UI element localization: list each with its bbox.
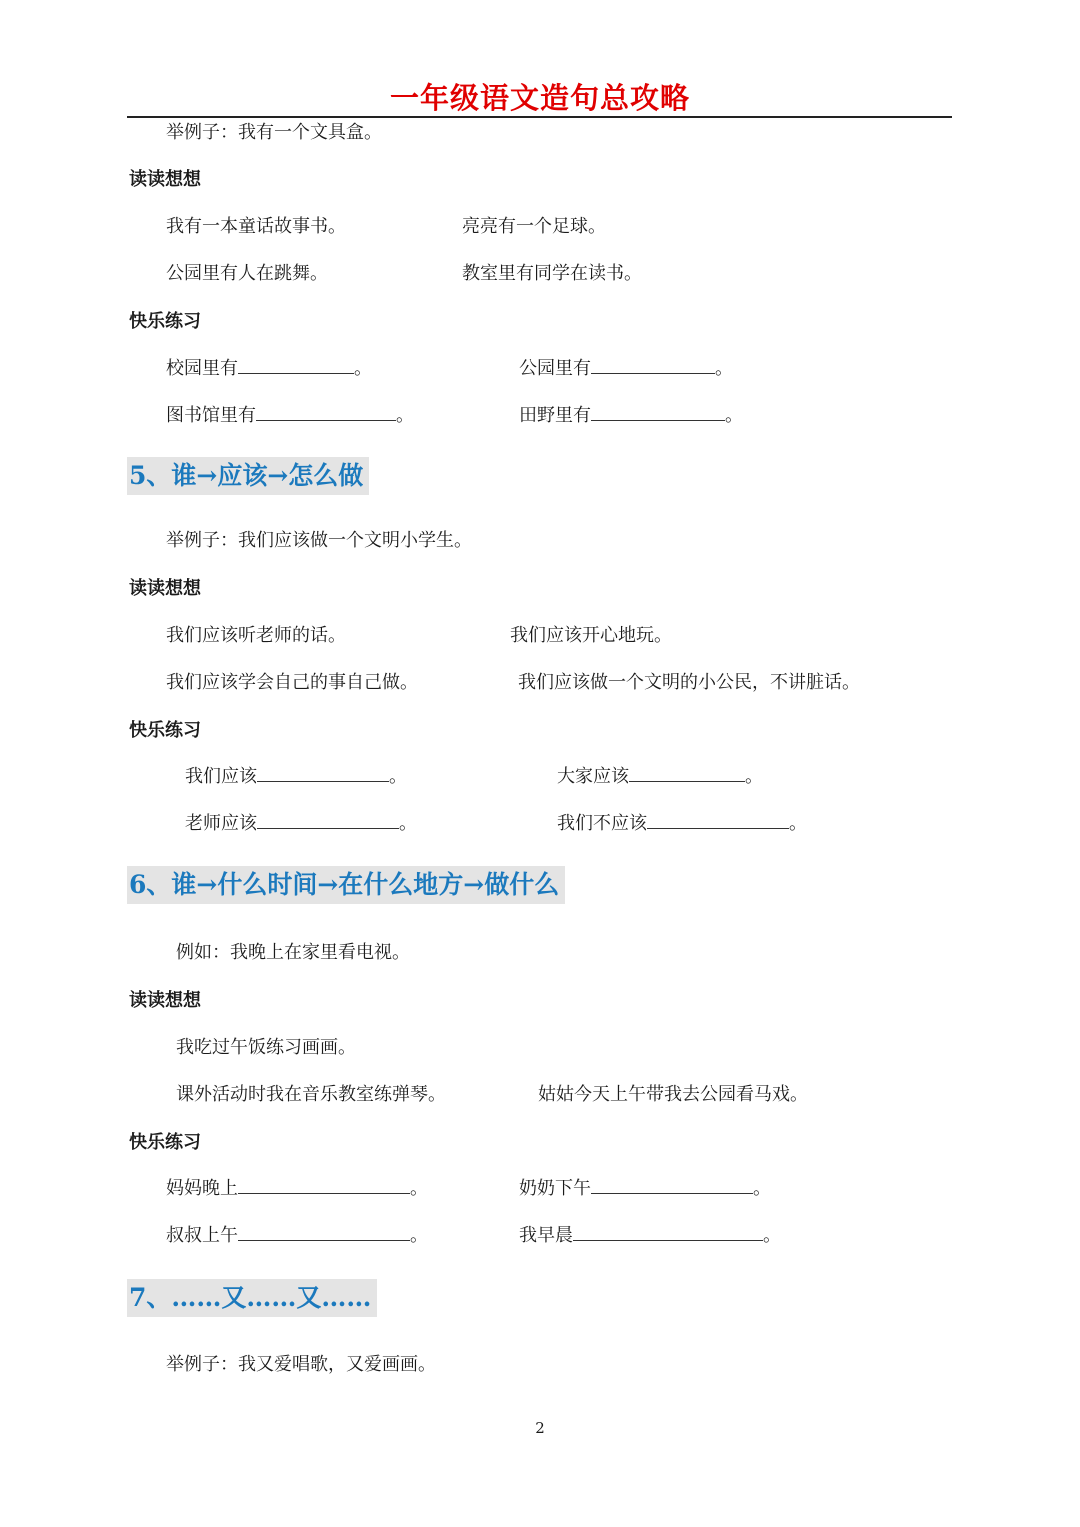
- section5-read-3: 我们应该学会自己的事自己做。: [166, 672, 418, 693]
- prompt-text: 叔叔上午: [166, 1225, 238, 1246]
- section6-example: 例如：我晚上在家里看电视。: [176, 942, 410, 963]
- answer-blank[interactable]: [591, 359, 715, 374]
- section4-practice-1: [166, 354, 372, 380]
- answer-blank[interactable]: [629, 767, 745, 782]
- end-punct: 。: [354, 358, 372, 379]
- answer-blank[interactable]: [257, 814, 399, 829]
- end-punct: 。: [410, 1178, 428, 1199]
- section6-read-2: 课外活动时我在音乐教室练弹琴。: [176, 1084, 446, 1105]
- section5-read-2: 我们应该开心地玩。: [510, 625, 672, 646]
- section5-read-1: 我们应该听老师的话。: [166, 625, 346, 646]
- end-punct: 。: [410, 1225, 428, 1246]
- section5-heading: 5、谁→应该→怎么做: [127, 457, 369, 495]
- document-title: 一年级语文造句总攻略: [389, 81, 690, 115]
- section4-read-2: 亮亮有一个足球。: [462, 216, 606, 237]
- answer-blank[interactable]: [591, 406, 725, 421]
- end-punct: 。: [753, 1178, 771, 1199]
- section5-read-think-label: 读读想想: [129, 578, 201, 599]
- section4-read-3: 公园里有人在跳舞。: [166, 263, 328, 284]
- section4-read-1: 我有一本童话故事书。: [166, 216, 346, 237]
- answer-blank[interactable]: [238, 1226, 410, 1241]
- section4-read-4: 教室里有同学在读书。: [462, 263, 642, 284]
- answer-blank[interactable]: [591, 1179, 753, 1194]
- section6-practice-2: [519, 1174, 771, 1200]
- section6-read-3: 姑姑今天上午带我去公园看马戏。: [538, 1084, 808, 1105]
- end-punct: 。: [715, 358, 733, 379]
- end-punct: 。: [389, 766, 407, 787]
- section4-read-think-label: 读读想想: [129, 169, 201, 190]
- section6-practice-1: [166, 1174, 428, 1200]
- section5-practice-1: [185, 762, 407, 788]
- end-punct: 。: [399, 813, 417, 834]
- prompt-text: 校园里有: [166, 358, 238, 379]
- prompt-text: 我早晨: [519, 1225, 573, 1246]
- section4-practice-label: 快乐练习: [129, 311, 201, 332]
- section7-heading: 7、……又……又……: [127, 1279, 377, 1317]
- prompt-text: 奶奶下午: [519, 1178, 591, 1199]
- prompt-text: 妈妈晚上: [166, 1178, 238, 1199]
- answer-blank[interactable]: [573, 1226, 763, 1241]
- answer-blank[interactable]: [647, 814, 789, 829]
- section6-heading: 6、谁→什么时间→在什么地方→做什么: [127, 866, 565, 904]
- end-punct: 。: [789, 813, 807, 834]
- end-punct: 。: [396, 405, 414, 426]
- answer-blank[interactable]: [257, 767, 389, 782]
- prompt-text: 我们不应该: [557, 813, 647, 834]
- answer-blank[interactable]: [238, 359, 354, 374]
- end-punct: 。: [725, 405, 743, 426]
- section6-read-1: 我吃过午饭练习画画。: [176, 1037, 356, 1058]
- section7-example: 举例子：我又爱唱歌，又爱画画。: [166, 1354, 436, 1375]
- section4-practice-3: [166, 401, 414, 427]
- section5-practice-3: [185, 809, 417, 835]
- prompt-text: 图书馆里有: [166, 405, 256, 426]
- section6-practice-3: [166, 1221, 428, 1247]
- section5-read-4: 我们应该做一个文明的小公民，不讲脏话。: [518, 672, 860, 693]
- section6-read-think-label: 读读想想: [129, 990, 201, 1011]
- section4-practice-2: [519, 354, 733, 380]
- prompt-text: 老师应该: [185, 813, 257, 834]
- answer-blank[interactable]: [256, 406, 396, 421]
- answer-blank[interactable]: [238, 1179, 410, 1194]
- section4-practice-4: [519, 401, 743, 427]
- section5-example: 举例子：我们应该做一个文明小学生。: [166, 530, 472, 551]
- prompt-text: 田野里有: [519, 405, 591, 426]
- prompt-text: 公园里有: [519, 358, 591, 379]
- section5-practice-4: [557, 809, 807, 835]
- section4-example: 举例子：我有一个文具盒。: [166, 122, 382, 143]
- prompt-text: 大家应该: [557, 766, 629, 787]
- section6-practice-label: 快乐练习: [129, 1132, 201, 1153]
- page-number: 2: [535, 1419, 545, 1437]
- prompt-text: 我们应该: [185, 766, 257, 787]
- end-punct: 。: [745, 766, 763, 787]
- section5-practice-label: 快乐练习: [129, 720, 201, 741]
- section5-practice-2: [557, 762, 763, 788]
- section6-practice-4: [519, 1221, 781, 1247]
- end-punct: 。: [763, 1225, 781, 1246]
